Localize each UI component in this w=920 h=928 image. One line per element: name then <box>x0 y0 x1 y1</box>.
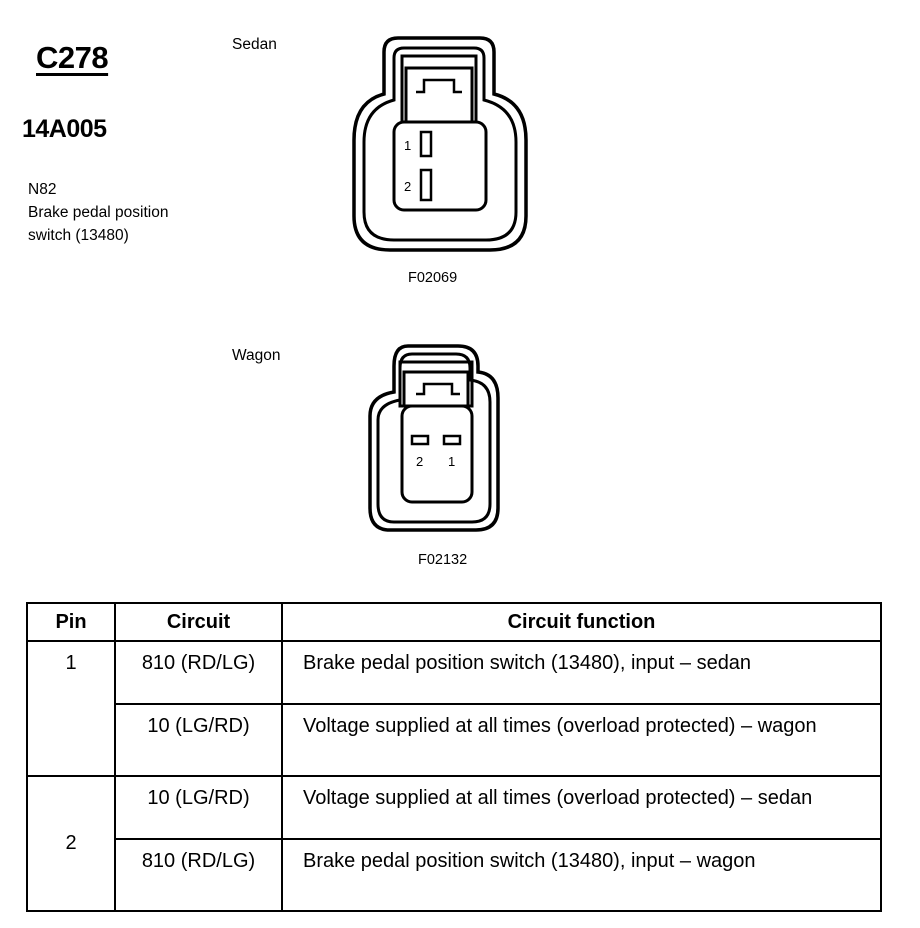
connector-code: C278 <box>36 40 109 75</box>
description-line: Brake pedal position <box>28 204 169 221</box>
circuit-function-cell: Brake pedal position switch (13480), input – sedan <box>282 641 881 704</box>
pin-label: 1 <box>404 138 412 153</box>
pin-number: 1 <box>27 641 115 776</box>
description-line: N82 <box>28 181 57 198</box>
part-number: 14A005 <box>22 115 107 143</box>
table-row <box>27 641 881 704</box>
table-row <box>27 776 881 839</box>
circuit-cell: 10 (LG/RD) <box>115 704 282 776</box>
description-line: switch (13480) <box>28 227 129 244</box>
circuit-function-cell: Brake pedal position switch (13480), input – wagon <box>282 839 881 911</box>
table-row <box>27 839 881 911</box>
wagon-view-label: Wagon <box>232 347 281 364</box>
circuit-cell: 810 (RD/LG) <box>115 839 282 911</box>
pin-label: 2 <box>416 454 424 469</box>
circuit-cell: 10 (LG/RD) <box>115 776 282 839</box>
sedan-connector-diagram <box>350 36 530 254</box>
column-header-circuit: Circuit <box>115 603 282 641</box>
table-header-row <box>27 603 881 641</box>
pin-circuit-table <box>26 602 882 912</box>
column-header-pin: Pin <box>27 603 115 641</box>
connector-description <box>28 178 168 247</box>
pin-label: 2 <box>404 179 412 194</box>
circuit-cell: 810 (RD/LG) <box>115 641 282 704</box>
sedan-view-label: Sedan <box>232 36 277 53</box>
table-row <box>27 704 881 776</box>
sedan-figure-id: F02069 <box>408 270 458 286</box>
wagon-figure-id: F02132 <box>418 552 468 568</box>
wagon-connector-diagram <box>366 344 502 534</box>
column-header-circuit-function: Circuit function <box>282 603 881 641</box>
circuit-function-cell: Voltage supplied at all times (overload protected) – wagon <box>282 704 881 776</box>
pin-number: 2 <box>27 776 115 911</box>
circuit-function-cell: Voltage supplied at all times (overload protected) – sedan <box>282 776 881 839</box>
pin-label: 1 <box>448 454 456 469</box>
